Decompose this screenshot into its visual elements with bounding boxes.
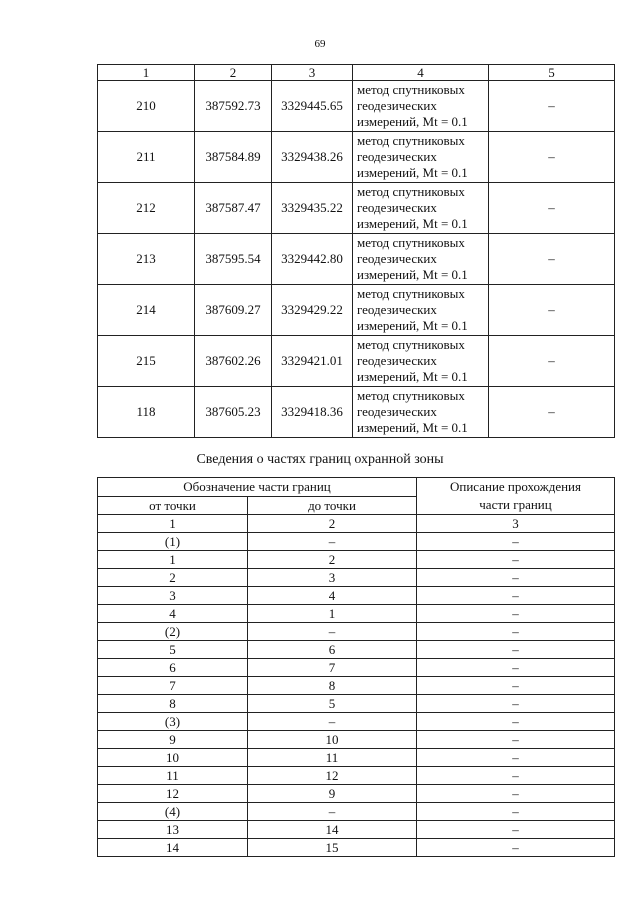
- from-point-cell: (4): [98, 803, 248, 821]
- method-line: измерений, Mt = 0.1: [357, 267, 468, 282]
- description-cell: –: [417, 785, 615, 803]
- description-cell: –: [417, 677, 615, 695]
- method-line: измерений, Mt = 0.1: [357, 420, 468, 435]
- parts-numbering-row: [98, 515, 615, 533]
- coordinate-row: [98, 183, 615, 234]
- to-point-cell: 7: [248, 659, 417, 677]
- to-point-cell: 14: [248, 821, 417, 839]
- point-number-cell: 214: [98, 285, 195, 336]
- coordinate-row: [98, 336, 615, 387]
- page-number: 69: [314, 38, 326, 50]
- note-cell: –: [489, 234, 615, 285]
- boundary-part-row: [98, 821, 615, 839]
- description-cell: –: [417, 821, 615, 839]
- coordinates-table: [97, 64, 615, 438]
- boundary-part-row: [98, 767, 615, 785]
- method-line: измерений, Mt = 0.1: [357, 114, 468, 129]
- to-point-cell: –: [248, 623, 417, 641]
- boundary-part-row: [98, 695, 615, 713]
- x-coordinate-cell: 387609.27: [195, 285, 272, 336]
- method-line: геодезических: [357, 302, 437, 317]
- method-line: геодезических: [357, 251, 437, 266]
- from-point-cell: 12: [98, 785, 248, 803]
- note-cell: –: [489, 285, 615, 336]
- method-line: метод спутниковых: [357, 82, 465, 97]
- description-cell: –: [417, 767, 615, 785]
- coord-header-cell: 1: [98, 65, 195, 81]
- to-point-cell: 1: [248, 605, 417, 623]
- coordinate-row: [98, 234, 615, 285]
- method-line: измерений, Mt = 0.1: [357, 165, 468, 180]
- method-cell: [353, 132, 489, 183]
- method-line: геодезических: [357, 404, 437, 419]
- method-cell: [353, 336, 489, 387]
- coordinate-row: [98, 285, 615, 336]
- y-coordinate-cell: 3329429.22: [272, 285, 353, 336]
- coord-header-cell: 3: [272, 65, 353, 81]
- to-point-cell: 10: [248, 731, 417, 749]
- note-cell: –: [489, 387, 615, 438]
- description-cell: –: [417, 551, 615, 569]
- x-coordinate-cell: 387587.47: [195, 183, 272, 234]
- from-point-cell: 4: [98, 605, 248, 623]
- boundary-part-row: [98, 713, 615, 731]
- method-line: измерений, Mt = 0.1: [357, 318, 468, 333]
- boundary-parts-table: [97, 477, 615, 857]
- to-point-cell: 9: [248, 785, 417, 803]
- description-cell: –: [417, 839, 615, 857]
- from-point-cell: (2): [98, 623, 248, 641]
- from-point-cell: 5: [98, 641, 248, 659]
- method-line: метод спутниковых: [357, 133, 465, 148]
- method-line: геодезических: [357, 98, 437, 113]
- description-cell: –: [417, 569, 615, 587]
- description-cell: –: [417, 803, 615, 821]
- to-point-cell: 12: [248, 767, 417, 785]
- to-point-cell: –: [248, 713, 417, 731]
- method-line: измерений, Mt = 0.1: [357, 369, 468, 384]
- boundary-part-row: [98, 641, 615, 659]
- boundary-part-row: [98, 587, 615, 605]
- from-point-cell: 8: [98, 695, 248, 713]
- parts-desc-header: [417, 478, 615, 515]
- y-coordinate-cell: 3329445.65: [272, 81, 353, 132]
- method-cell: [353, 234, 489, 285]
- method-line: метод спутниковых: [357, 235, 465, 250]
- to-point-cell: 6: [248, 641, 417, 659]
- boundary-part-row: [98, 569, 615, 587]
- from-point-cell: (3): [98, 713, 248, 731]
- from-point-cell: 10: [98, 749, 248, 767]
- y-coordinate-cell: 3329442.80: [272, 234, 353, 285]
- boundary-part-row: [98, 803, 615, 821]
- from-point-cell: 3: [98, 587, 248, 605]
- to-point-cell: 11: [248, 749, 417, 767]
- coordinates-header-row: [98, 65, 615, 81]
- method-cell: [353, 285, 489, 336]
- boundary-part-row: [98, 839, 615, 857]
- to-point-cell: 5: [248, 695, 417, 713]
- parts-group-header: Обозначение части границ: [98, 478, 417, 497]
- y-coordinate-cell: 3329418.36: [272, 387, 353, 438]
- to-point-cell: –: [248, 533, 417, 551]
- description-cell: –: [417, 587, 615, 605]
- method-line: геодезических: [357, 149, 437, 164]
- coord-header-cell: 5: [489, 65, 615, 81]
- method-cell: [353, 183, 489, 234]
- method-cell: [353, 81, 489, 132]
- description-cell: –: [417, 605, 615, 623]
- x-coordinate-cell: 387592.73: [195, 81, 272, 132]
- parts-header-row: [98, 478, 615, 497]
- coordinate-row: [98, 132, 615, 183]
- x-coordinate-cell: 387595.54: [195, 234, 272, 285]
- description-cell: –: [417, 533, 615, 551]
- point-number-cell: 211: [98, 132, 195, 183]
- method-cell: [353, 387, 489, 438]
- to-point-cell: 2: [248, 551, 417, 569]
- description-cell: –: [417, 641, 615, 659]
- description-cell: –: [417, 695, 615, 713]
- method-line: метод спутниковых: [357, 337, 465, 352]
- point-number-cell: 118: [98, 387, 195, 438]
- desc-header-line: Описание прохождения: [449, 479, 581, 494]
- method-line: геодезических: [357, 353, 437, 368]
- from-point-cell: (1): [98, 533, 248, 551]
- to-point-cell: 8: [248, 677, 417, 695]
- from-point-cell: 11: [98, 767, 248, 785]
- from-point-header: от точки: [98, 497, 248, 515]
- description-cell: –: [417, 713, 615, 731]
- boundary-part-row: [98, 785, 615, 803]
- to-point-cell: 3: [248, 569, 417, 587]
- from-point-cell: 9: [98, 731, 248, 749]
- coord-header-cell: 2: [195, 65, 272, 81]
- note-cell: –: [489, 183, 615, 234]
- from-point-cell: 2: [98, 569, 248, 587]
- point-number-cell: 215: [98, 336, 195, 387]
- coord-header-cell: 4: [353, 65, 489, 81]
- coordinate-row: [98, 81, 615, 132]
- point-number-cell: 210: [98, 81, 195, 132]
- to-point-header: до точки: [248, 497, 417, 515]
- method-line: метод спутниковых: [357, 388, 465, 403]
- x-coordinate-cell: 387605.23: [195, 387, 272, 438]
- x-coordinate-cell: 387602.26: [195, 336, 272, 387]
- section-title: Сведения о частях границ охранной зоны: [196, 452, 444, 467]
- numbering-cell: 1: [98, 515, 248, 533]
- y-coordinate-cell: 3329438.26: [272, 132, 353, 183]
- from-point-cell: 13: [98, 821, 248, 839]
- coordinate-row: [98, 387, 615, 438]
- boundary-part-row: [98, 731, 615, 749]
- note-cell: –: [489, 336, 615, 387]
- description-cell: –: [417, 623, 615, 641]
- to-point-cell: 4: [248, 587, 417, 605]
- to-point-cell: –: [248, 803, 417, 821]
- boundary-part-row: [98, 533, 615, 551]
- boundary-part-row: [98, 623, 615, 641]
- point-number-cell: 213: [98, 234, 195, 285]
- to-point-cell: 15: [248, 839, 417, 857]
- from-point-cell: 14: [98, 839, 248, 857]
- y-coordinate-cell: 3329435.22: [272, 183, 353, 234]
- boundary-part-row: [98, 659, 615, 677]
- numbering-cell: 3: [417, 515, 615, 533]
- y-coordinate-cell: 3329421.01: [272, 336, 353, 387]
- method-line: измерений, Mt = 0.1: [357, 216, 468, 231]
- point-number-cell: 212: [98, 183, 195, 234]
- x-coordinate-cell: 387584.89: [195, 132, 272, 183]
- from-point-cell: 1: [98, 551, 248, 569]
- numbering-cell: 2: [248, 515, 417, 533]
- description-cell: –: [417, 659, 615, 677]
- description-cell: –: [417, 731, 615, 749]
- method-line: метод спутниковых: [357, 286, 465, 301]
- from-point-cell: 6: [98, 659, 248, 677]
- desc-header-line: части границ: [479, 497, 552, 512]
- method-line: геодезических: [357, 200, 437, 215]
- from-point-cell: 7: [98, 677, 248, 695]
- boundary-part-row: [98, 605, 615, 623]
- boundary-part-row: [98, 749, 615, 767]
- boundary-part-row: [98, 677, 615, 695]
- note-cell: –: [489, 81, 615, 132]
- description-cell: –: [417, 749, 615, 767]
- boundary-part-row: [98, 551, 615, 569]
- method-line: метод спутниковых: [357, 184, 465, 199]
- note-cell: –: [489, 132, 615, 183]
